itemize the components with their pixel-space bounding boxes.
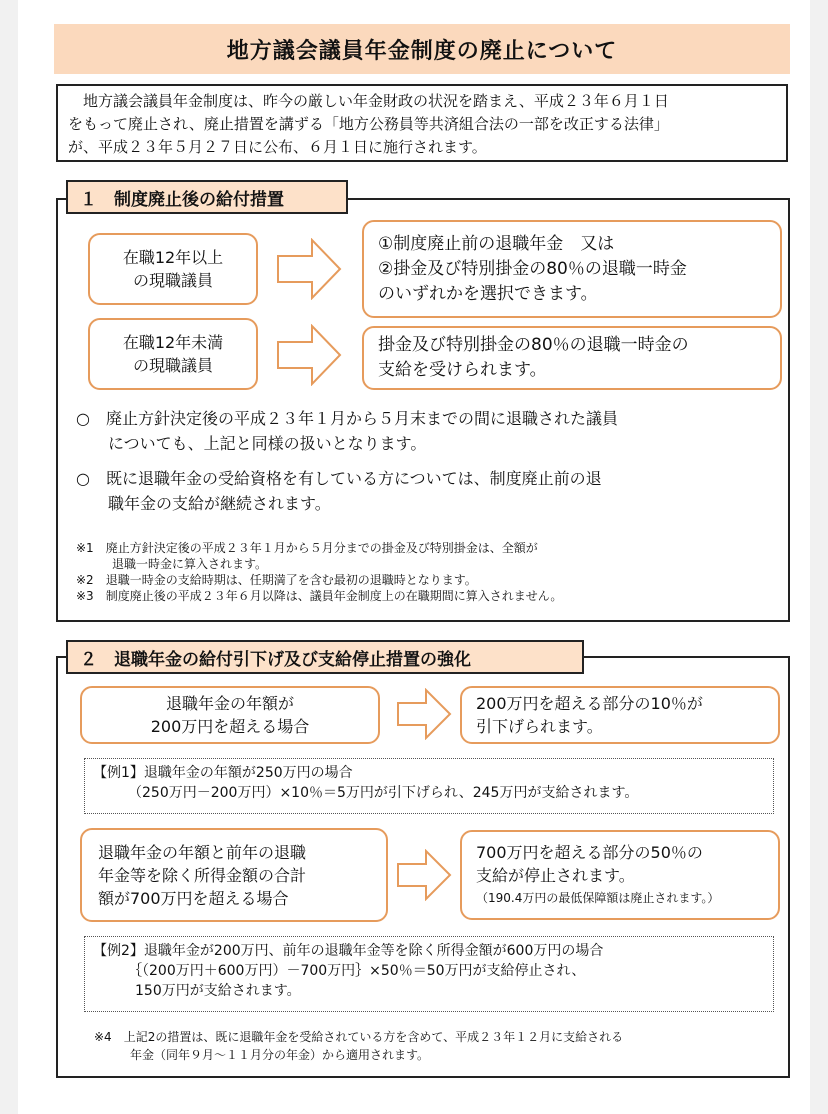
result-line: 700万円を超える部分の50％の [476,842,703,862]
note-line: ※3 制度廃止後の平成２３年６月以降は、議員年金制度上の在職期間に算入されません。 [76,589,563,603]
example-line: 150万円が支給されます。 [93,983,301,999]
right-arrow-icon [396,688,452,740]
example-1-box [84,758,774,814]
document-page [18,0,810,1114]
section-1-notes [76,540,562,604]
condition-line: の現職議員 [132,271,213,290]
bullet-line: についても、上記と同様の扱いとなります。 [76,434,427,453]
section-2-row-2-result [460,830,780,920]
section-1-row-1-condition [88,233,258,305]
intro-line: をもって廃止され、廃止措置を講ずる「地方公務員等共済組合法の一部を改正する法律」 [68,115,669,133]
bullet-line: ○ 既に退職年金の受給資格を有している方については、制度廃止前の退 [76,469,602,488]
section-1-row-2-result [362,326,782,390]
intro-line: が、平成２３年５月２７日に公布、６月１日に施行されます。 [68,138,487,156]
bullet-line: 職年金の支給が継続されます。 [76,494,331,513]
result-line: 引下げられます。 [476,717,603,736]
result-line: 支給が停止されます。 [476,865,635,885]
result-line: のいずれかを選択できます。 [378,283,598,304]
result-line: 掛金及び特別掛金の80％の退職一時金の [378,335,689,355]
section-2-note [94,1028,623,1064]
right-arrow-icon [396,849,452,901]
example-line: ｛（200万円＋600万円）－700万円｝×50％＝50万円が支給停止され、 [93,963,586,979]
intro-line: 地方議会議員年金制度は、昨今の厳しい年金財政の状況を踏まえ、平成２３年６月１日 [68,92,669,110]
section-1-bullet [76,466,602,516]
right-arrow-icon [276,238,342,300]
condition-line: の現職議員 [132,356,213,375]
section-1-row-2-condition [88,318,258,390]
section-2-heading: ２ 退職年金の給付引下げ及び支給停止措置の強化 [66,640,584,674]
section-1-bullet [76,406,618,456]
example-line: 【例1】退職年金の年額が250万円の場合 [93,765,353,781]
note-line: 年金（同年９月～１１月分の年金）から適用されます。 [94,1048,430,1062]
result-line: 200万円を超える部分の10％が [476,694,703,713]
note-line: ※1 廃止方針決定後の平成２３年１月から５月分までの掛金及び特別掛金は、全額が [76,541,538,555]
result-line: ②掛金及び特別掛金の80％の退職一時金 [378,258,687,279]
page-title: 地方議会議員年金制度の廃止について [226,38,618,64]
result-note: （190.4万円の最低保障額は廃止されます。） [476,890,720,905]
condition-line: 退職年金の年額と前年の退職 [98,842,307,862]
note-line: ※4 上記2の措置は、既に退職年金を受給されている方を含めて、平成２３年１２月に支給される [94,1030,624,1044]
section-2-row-2-condition [80,828,388,922]
condition-line: 退職年金の年額が [165,694,294,713]
condition-line: 年金等を除く所得金額の合計 [98,865,307,885]
section-1-heading: １ 制度廃止後の給付措置 [66,180,348,214]
title-banner [54,24,790,74]
result-line: 支給を受けられます。 [378,360,547,380]
note-line: ※2 退職一時金の支給時期は、任期満了を含む最初の退職時となります。 [76,573,477,587]
condition-line: 在職12年未満 [122,333,224,352]
result-line: ①制度廃止前の退職年金 又は [378,233,615,254]
section-1-row-1-result [362,220,782,318]
example-line: 【例2】退職年金が200万円、前年の退職年金等を除く所得金額が600万円の場合 [93,943,604,959]
example-line: （250万円－200万円）×10％＝5万円が引下げられ、245万円が支給されます。 [93,785,639,801]
condition-line: 額が700万円を超える場合 [98,888,289,908]
condition-line: 在職12年以上 [122,248,224,267]
intro-box [56,84,788,162]
section-2-row-1-result [460,686,780,744]
note-line: 退職一時金に算入されます。 [76,557,268,571]
section-2-row-1-condition [80,686,380,744]
example-2-box [84,936,774,1012]
condition-line: 200万円を超える場合 [150,717,310,736]
bullet-line: ○ 廃止方針決定後の平成２３年１月から５月末までの間に退職された議員 [76,409,618,428]
right-arrow-icon [276,324,342,386]
